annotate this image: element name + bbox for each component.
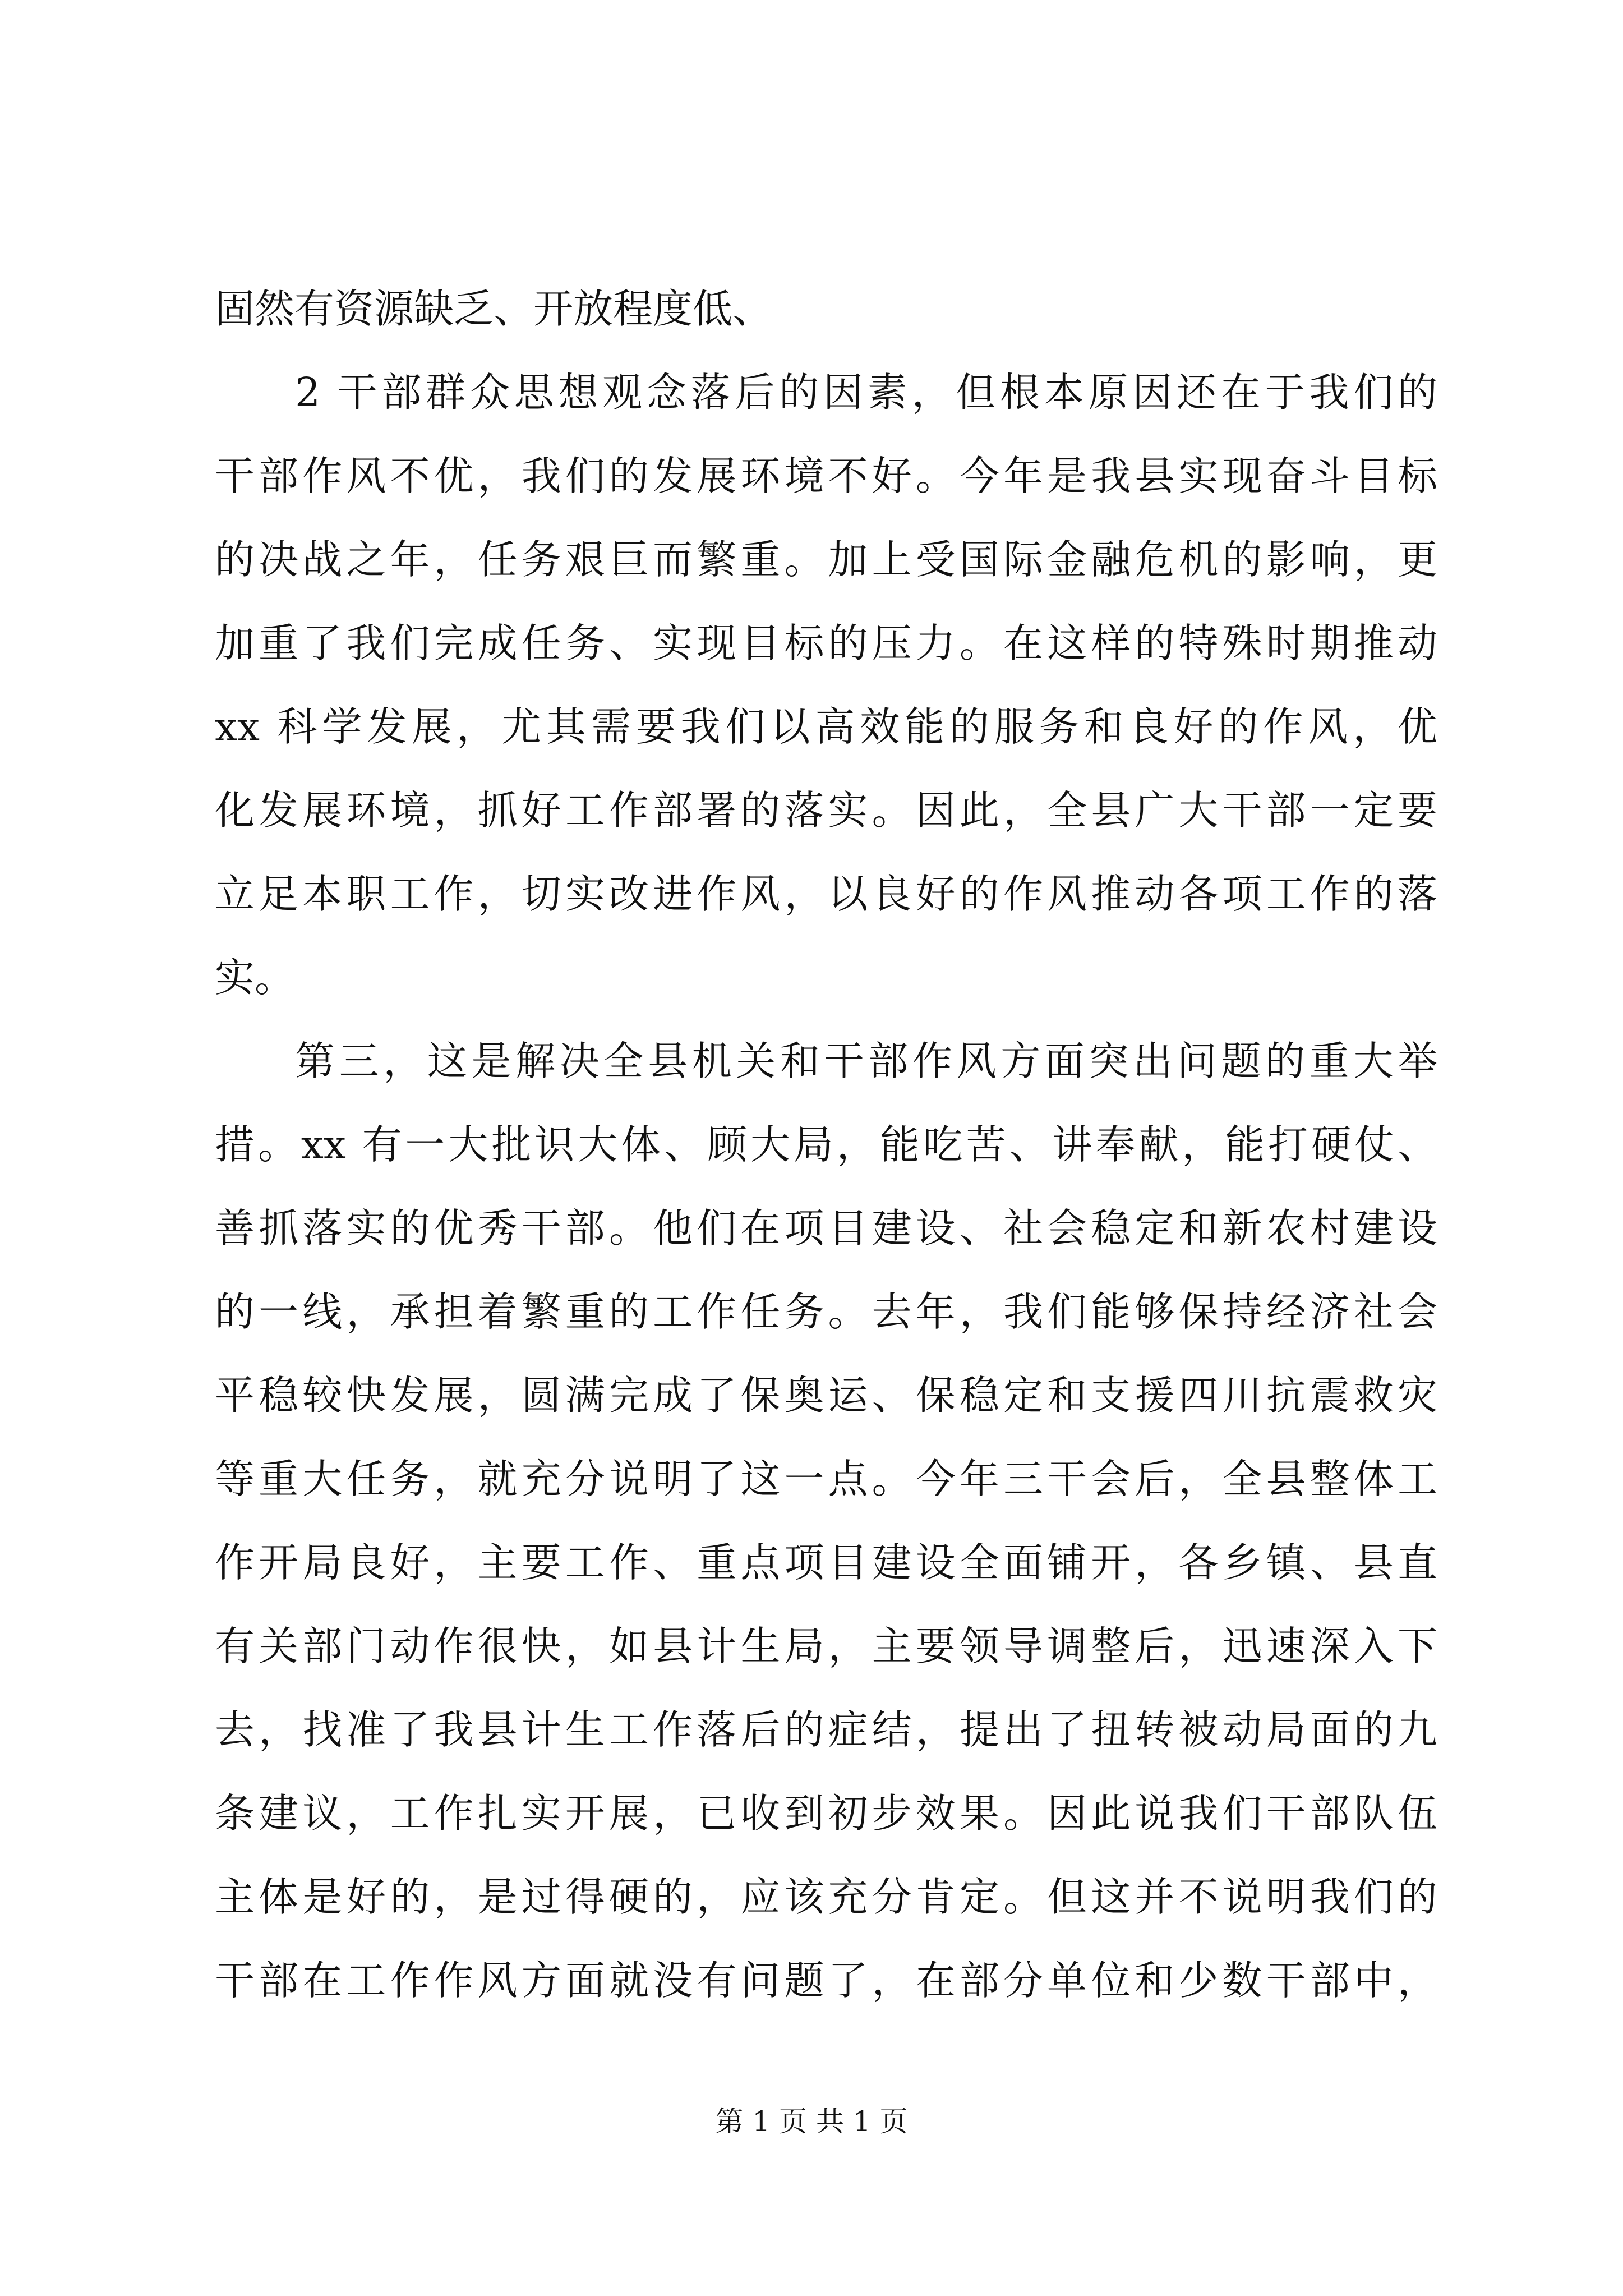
text-line: 作开局良好，主要工作、重点项目建设全面铺开，各乡镇、县直 (215, 1539, 1437, 1586)
text-line: 去，找准了我县计生工作落后的症结，提出了扭转被动局面的九 (215, 1706, 1437, 1753)
text-line: 措。xx 有一大批识大体、顾大局，能吃苦、讲奉献，能打硬仗、 (215, 1121, 1437, 1168)
document-body (215, 267, 1437, 2022)
text-line: 2 干部群众思想观念落后的因素，但根本原因还在于我们的 (295, 369, 1437, 416)
text-line: 等重大任务，就充分说明了这一点。今年三干会后，全县整体工 (215, 1456, 1437, 1502)
text-line: 加重了我们完成任务、实现目标的压力。在这样的特殊时期推动 (215, 620, 1437, 666)
text-line: 条建议，工作扎实开展，已收到初步效果。因此说我们干部队伍 (215, 1790, 1437, 1837)
text-line: 化发展环境，抓好工作部署的落实。因此，全县广大干部一定要 (215, 787, 1437, 834)
text-line: 善抓落实的优秀干部。他们在项目建设、社会稳定和新农村建设 (215, 1205, 1437, 1251)
text-line: 有关部门动作很快，如县计生局，主要领导调整后，迅速深入下 (215, 1623, 1437, 1669)
page-footer: 第 1 页 共 1 页 (715, 2105, 908, 2138)
text-line: 的一线，承担着繁重的工作任务。去年，我们能够保持经济社会 (215, 1289, 1437, 1335)
text-line: 平稳较快发展，圆满完成了保奥运、保稳定和支援四川抗震救灾 (215, 1372, 1437, 1419)
text-line: 实。 (215, 954, 295, 1001)
text-line: 立足本职工作，切实改进作风，以良好的作风推动各项工作的落 (215, 871, 1437, 917)
text-line: 干部作风不优，我们的发展环境不好。今年是我县实现奋斗目标 (215, 453, 1437, 499)
text-line: xx 科学发展，尤其需要我们以高效能的服务和良好的作风，优 (215, 703, 1437, 750)
text-line: 干部在工作作风方面就没有问题了，在部分单位和少数干部中， (215, 1957, 1437, 2004)
text-line: 第三，这是解决全县机关和干部作风方面突出问题的重大举 (295, 1038, 1437, 1084)
text-line: 固然有资源缺乏、开放程度低、 (215, 286, 773, 332)
text-line: 主体是好的，是过得硬的，应该充分肯定。但这并不说明我们的 (215, 1874, 1437, 1920)
text-line: 的决战之年，任务艰巨而繁重。加上受国际金融危机的影响，更 (215, 536, 1437, 583)
